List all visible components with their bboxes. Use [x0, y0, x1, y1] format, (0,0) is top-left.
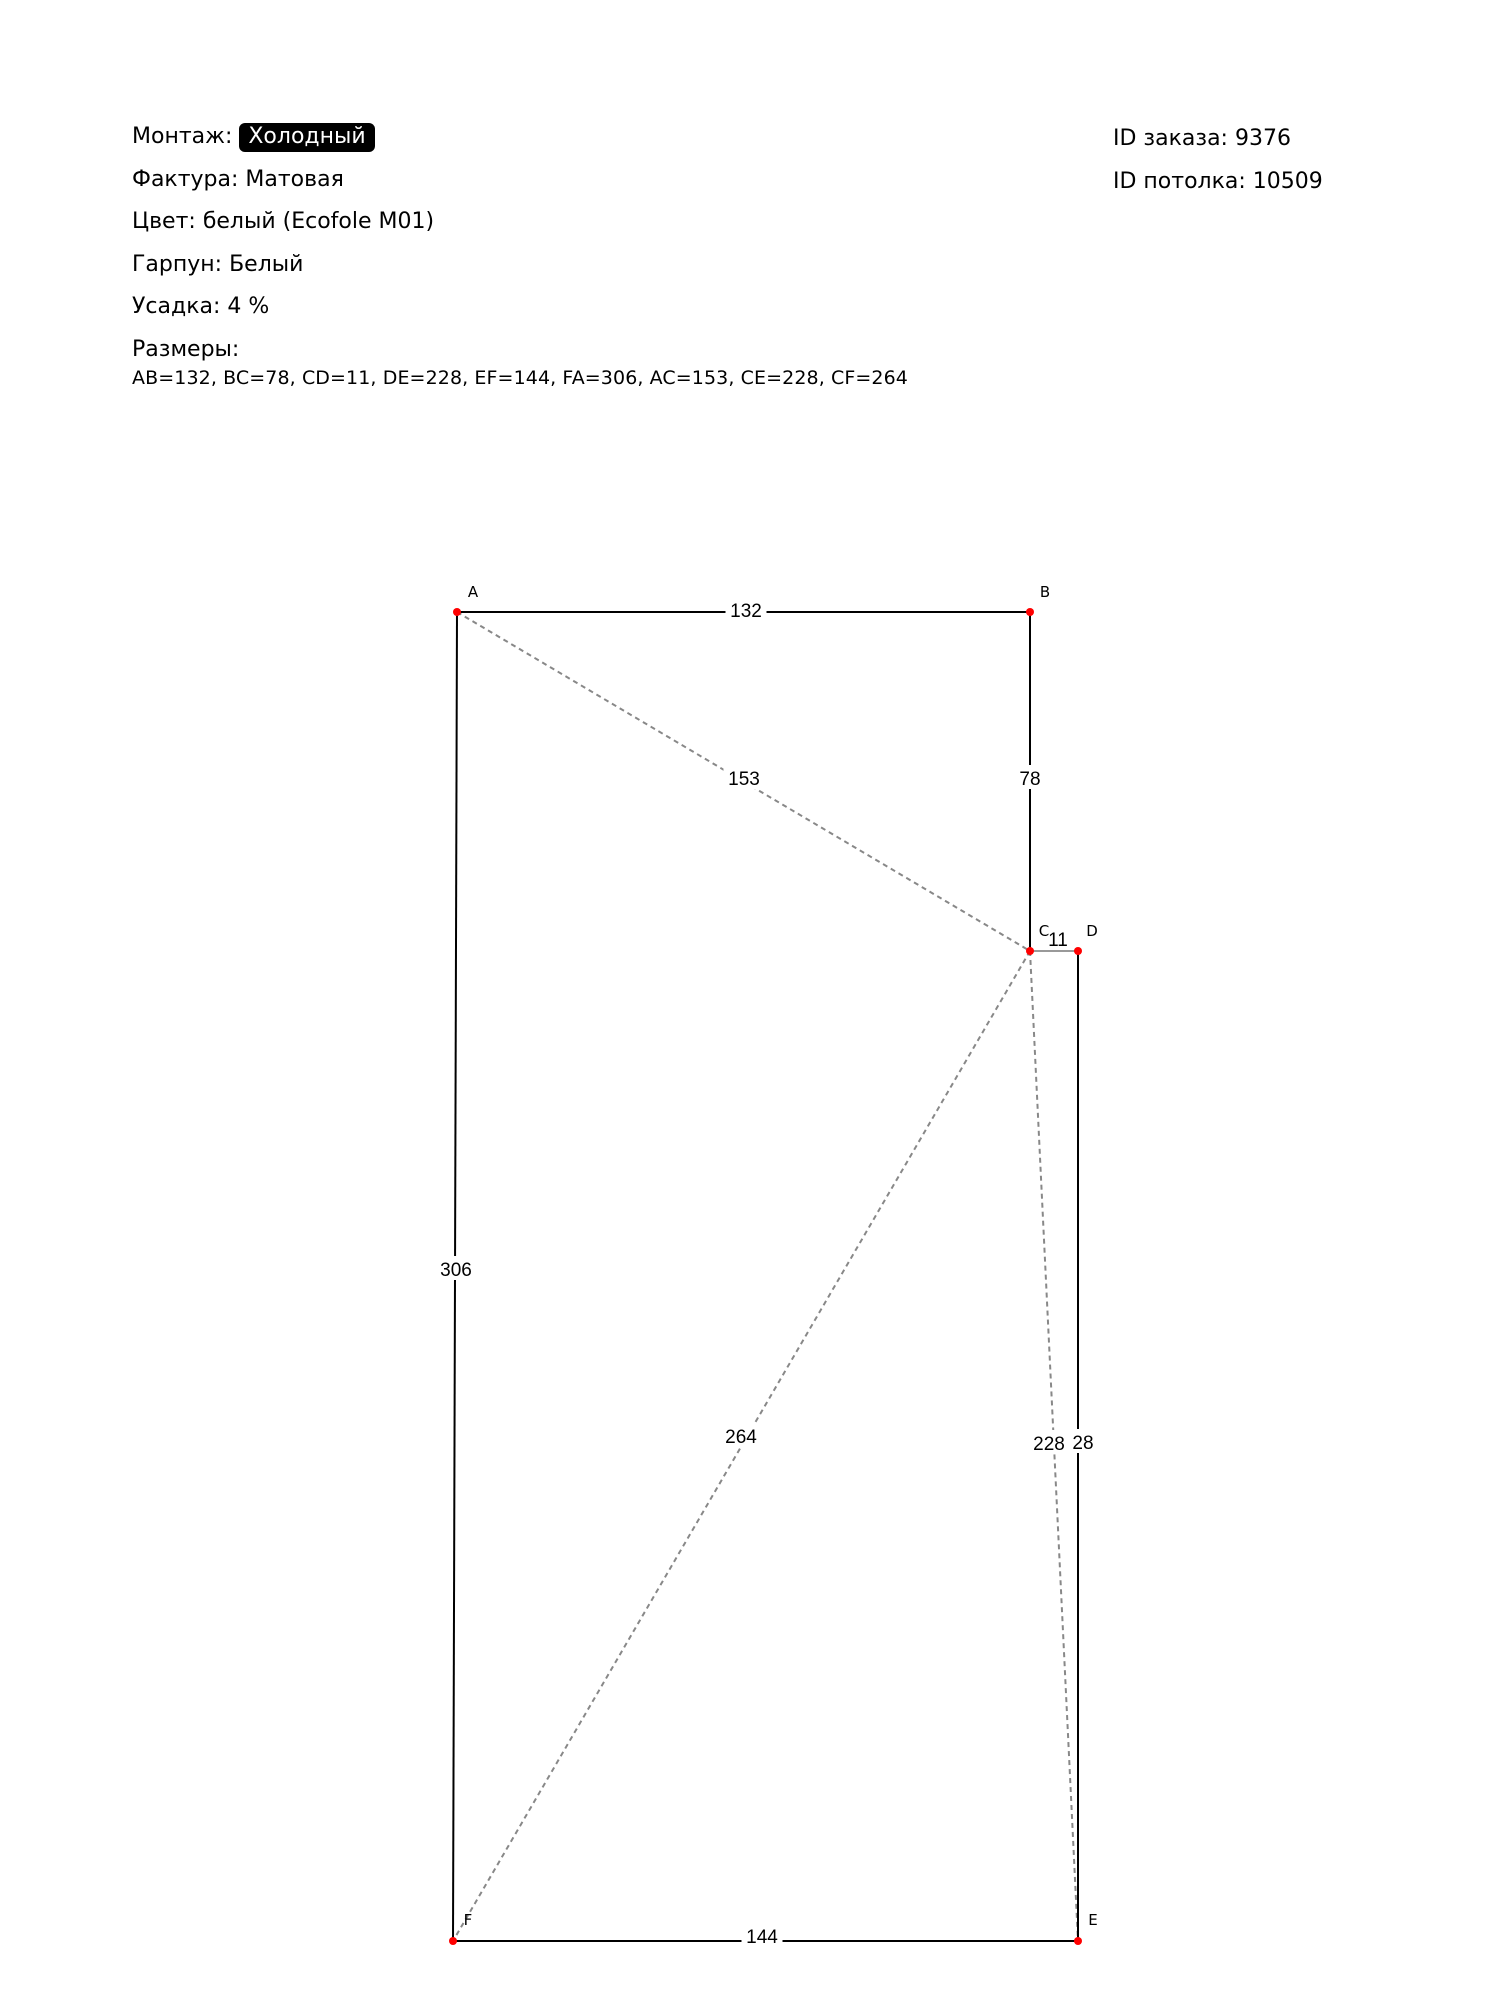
- ceiling-id-value: 10509: [1252, 168, 1323, 194]
- mount-badge: Холодный: [239, 123, 374, 152]
- vertex-C: [1026, 947, 1034, 955]
- dimensions-list: AB=132, BC=78, CD=11, DE=228, EF=144, FA=306, AC=153, CE=228, CF=264: [132, 366, 908, 389]
- diagonal-length-AC: 153: [728, 769, 760, 790]
- vertex-E: [1074, 1937, 1082, 1945]
- diagonal-length-CF-group: [721, 1423, 762, 1448]
- edge-length-DE-group: [1068, 1429, 1098, 1454]
- edge-length-DE: 28: [1072, 1433, 1094, 1454]
- edge-length-BC-group: [1015, 765, 1045, 790]
- harpoon-value: Белый: [229, 251, 304, 277]
- vertex-label-A: A: [467, 583, 479, 601]
- edge-length-AB: 132: [730, 601, 762, 622]
- edge-length-CD: 11: [1048, 930, 1068, 951]
- edge-length-EF: 144: [746, 1927, 778, 1948]
- harpoon-label: Гарпун:: [132, 251, 223, 277]
- vertex-F: [449, 1937, 457, 1945]
- vertex-label-C: C: [1038, 922, 1050, 940]
- mount-label: Монтаж:: [132, 124, 233, 149]
- order-id-label: ID заказа:: [1113, 126, 1228, 151]
- diagonal-length-CF: 264: [725, 1427, 757, 1448]
- vertex-label-B: B: [1039, 583, 1051, 601]
- vertex-label-E: E: [1088, 1911, 1098, 1929]
- vertex-A: [453, 608, 461, 616]
- texture-value: Матовая: [245, 166, 344, 192]
- edge-length-FA: 306: [440, 1260, 472, 1281]
- diagonal-length-AC-group: [724, 765, 765, 790]
- diagonal-length-CE: 228: [1033, 1434, 1065, 1455]
- texture-label: Фактура:: [132, 166, 239, 192]
- edge-length-EF-group: [742, 1923, 783, 1948]
- ceiling-id-label: ID потолка:: [1113, 168, 1246, 194]
- edge-length-AB-group: [726, 597, 767, 622]
- vertex-D: [1074, 947, 1082, 955]
- vertex-B: [1026, 608, 1034, 616]
- edge-length-BC: 78: [1019, 769, 1041, 790]
- shrink-value: 4 %: [227, 294, 270, 319]
- color-value: белый (Ecofole M01): [202, 209, 435, 234]
- vertex-label-D: D: [1086, 922, 1098, 940]
- vertex-label-F: F: [463, 1911, 473, 1929]
- shrink-label: Усадка:: [132, 294, 221, 319]
- order-id-value: 9376: [1234, 126, 1291, 151]
- color-label: Цвет:: [132, 209, 196, 234]
- edge-length-FA-group: [436, 1256, 477, 1281]
- dimensions-label: Размеры:: [132, 336, 240, 362]
- diagonal-length-CE-group: [1029, 1430, 1070, 1455]
